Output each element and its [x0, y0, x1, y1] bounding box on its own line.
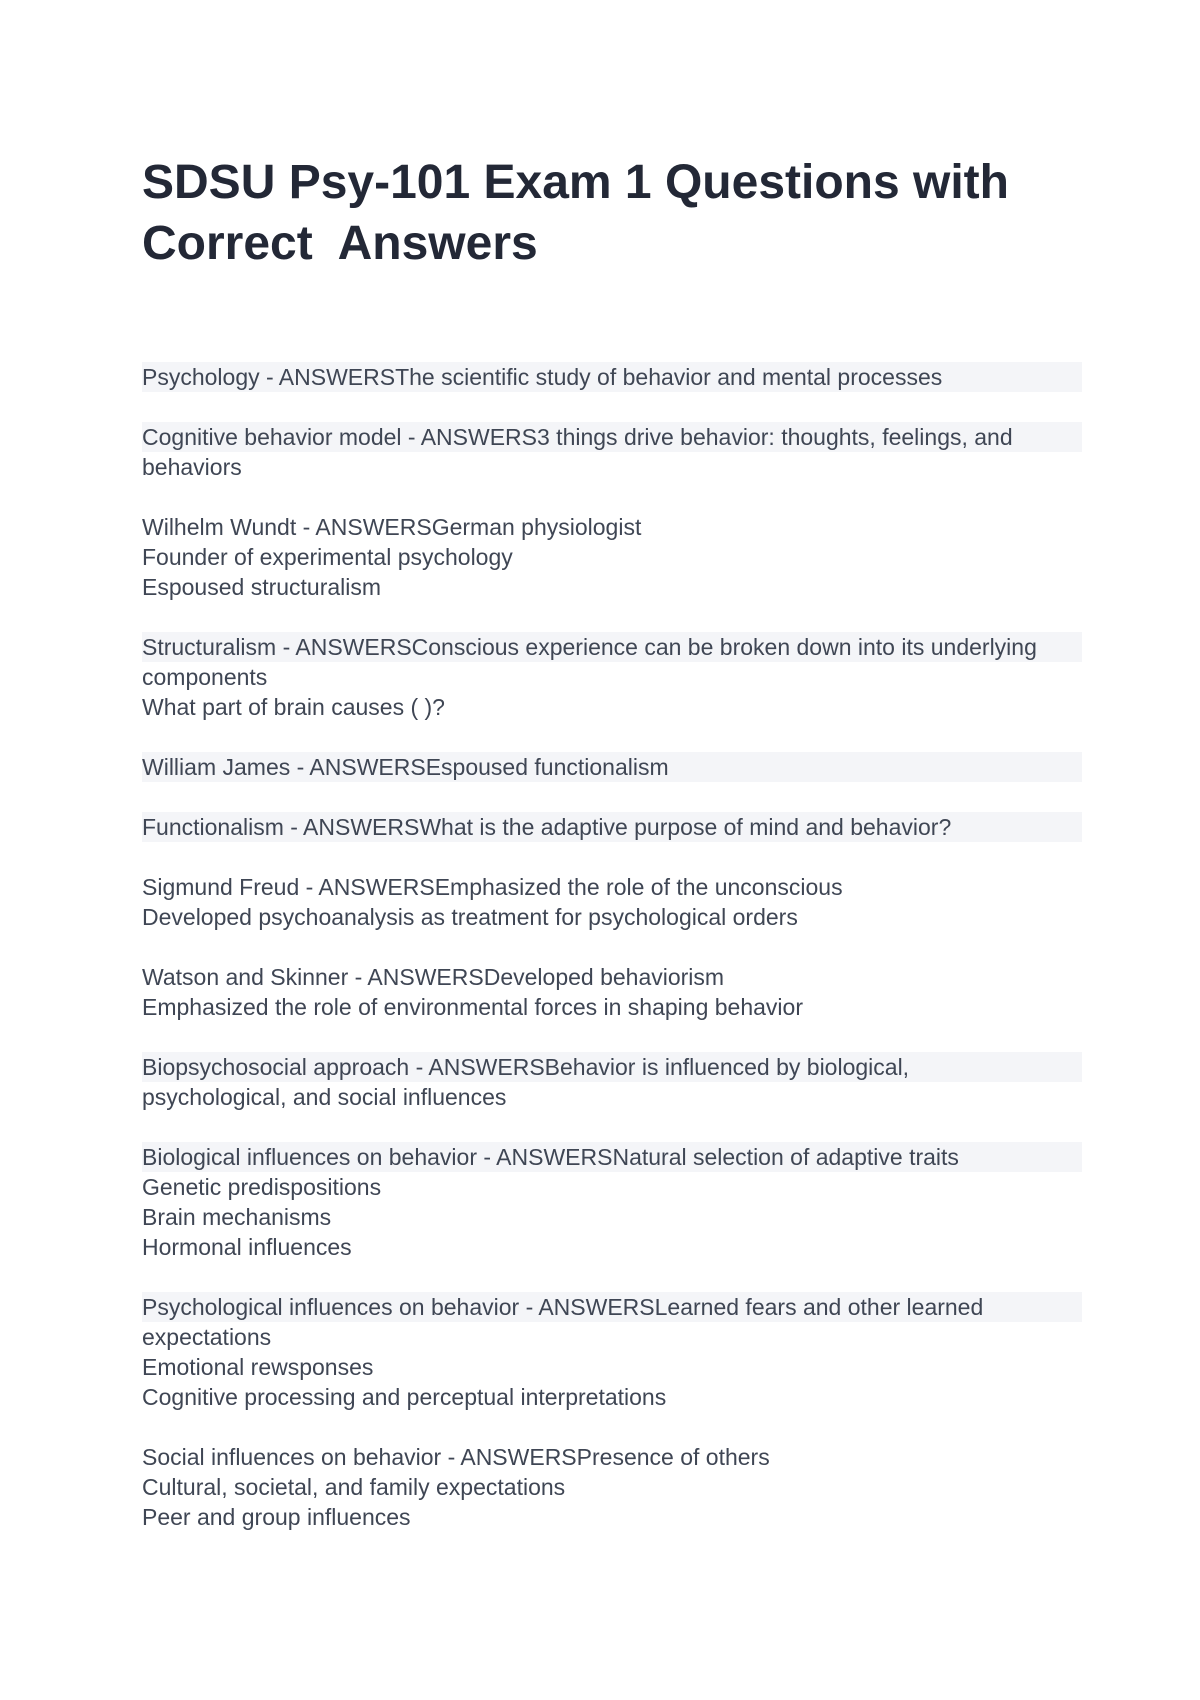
title-line-1: SDSU Psy-101 Exam 1 Questions with	[142, 156, 1009, 209]
entry-line: Espoused structuralism	[142, 574, 382, 600]
entry-line: Wilhelm Wundt - ANSWERSGerman physiologist	[142, 514, 642, 540]
entry-line: Watson and Skinner - ANSWERSDeveloped behaviorism	[142, 964, 725, 990]
entry-line: Developed psychoanalysis as treatment for psychological orders	[142, 904, 798, 930]
entry-wilhelm-wundt	[142, 512, 1082, 602]
entry-cognitive-behavior-model	[142, 422, 1082, 482]
entry-sigmund-freud	[142, 872, 1082, 932]
entry-william-james	[142, 752, 1082, 782]
entry-line: Peer and group influences	[142, 1504, 411, 1530]
entry-line: expectations	[142, 1324, 272, 1350]
entry-line: Genetic predispositions	[142, 1174, 382, 1200]
entry-line: Functionalism - ANSWERSWhat is the adaptive purpose of mind and behavior?	[142, 812, 1082, 842]
entry-line: Brain mechanisms	[142, 1204, 332, 1230]
entry-watson-and-skinner	[142, 962, 1082, 1022]
title-line-2: Correct Answers	[142, 217, 538, 270]
entry-psychology	[142, 362, 1082, 392]
entry-structuralism	[142, 632, 1082, 722]
entry-line: Social influences on behavior - ANSWERSPresence of others	[142, 1444, 770, 1470]
entry-line: What part of brain causes ( )?	[142, 694, 445, 720]
entry-line: Sigmund Freud - ANSWERSEmphasized the role of the unconscious	[142, 874, 843, 900]
entry-line: Psychological influences on behavior - ANSWERSLearned fears and other learned	[142, 1292, 1082, 1322]
entry-line: Emotional rewsponses	[142, 1354, 374, 1380]
entry-line: Biopsychosocial approach - ANSWERSBehavior is influenced by biological,	[142, 1052, 1082, 1082]
entry-line: psychological, and social influences	[142, 1084, 507, 1110]
answer-list	[142, 362, 1082, 1562]
entry-line: Founder of experimental psychology	[142, 544, 513, 570]
entry-line: Psychology - ANSWERSThe scientific study of behavior and mental processes	[142, 362, 1082, 392]
entry-line: Cultural, societal, and family expectations	[142, 1474, 566, 1500]
entry-line: Biological influences on behavior - ANSWERSNatural selection of adaptive traits	[142, 1142, 1082, 1172]
entry-line: behaviors	[142, 454, 242, 480]
entry-line: components	[142, 664, 268, 690]
entry-psychological-influences	[142, 1292, 1082, 1412]
entry-line: Cognitive behavior model - ANSWERS3 things drive behavior: thoughts, feelings, and	[142, 422, 1082, 452]
entry-functionalism	[142, 812, 1082, 842]
entry-social-influences	[142, 1442, 1082, 1532]
entry-biological-influences	[142, 1142, 1082, 1262]
entry-biopsychosocial-approach	[142, 1052, 1082, 1112]
entry-line: Emphasized the role of environmental forces in shaping behavior	[142, 994, 803, 1020]
entry-line: Structuralism - ANSWERSConscious experience can be broken down into its underlying	[142, 632, 1082, 662]
entry-line: William James - ANSWERSEspoused functionalism	[142, 752, 1082, 782]
entry-line: Hormonal influences	[142, 1234, 352, 1260]
entry-line: Cognitive processing and perceptual interpretations	[142, 1384, 667, 1410]
page-title	[142, 152, 1102, 274]
